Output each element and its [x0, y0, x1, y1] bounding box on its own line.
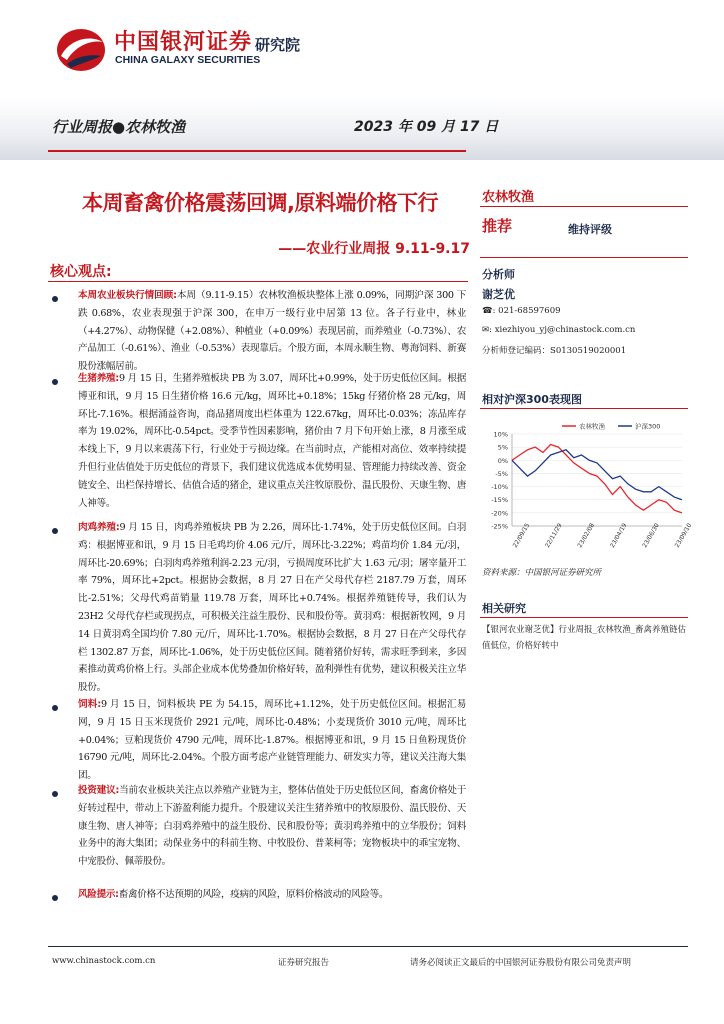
sidebar-sector: 农林牧渔 — [482, 190, 535, 205]
chart-heading: 相对沪深300表现图 — [482, 393, 582, 406]
brand-institute: 研究院 — [255, 36, 301, 54]
relative-performance-chart — [482, 418, 694, 558]
related-heading: 相关研究 — [482, 602, 526, 615]
chart-y-tick-label: 5% — [497, 443, 508, 452]
footer-disclaimer: 请务必阅读正文最后的中国银河证券股份有限公司免责声明 — [410, 958, 632, 968]
galaxy-swirl-logo-icon — [55, 26, 107, 74]
sidebar-divider — [480, 257, 688, 258]
sidebar-rating: 推荐 — [482, 217, 513, 235]
report-date: 2023 年 09 月 17 日 — [354, 119, 499, 135]
analyst-heading: 分析师 — [482, 268, 515, 281]
header-divider — [48, 150, 466, 152]
bullet-icon — [52, 528, 58, 534]
bullet-icon — [52, 895, 58, 901]
sidebar-divider — [480, 206, 688, 207]
paragraph-risk — [78, 886, 466, 904]
paragraph-lead: 风险提示: — [78, 889, 119, 900]
paragraph-chicken — [78, 519, 466, 697]
chart-series-line — [512, 450, 682, 500]
paragraph-text: 畜禽价格不达预期的风险，疫病的风险，原料价格波动的风险等。 — [118, 889, 389, 900]
analyst-email-row: ✉: xiezhiyou_yj@chinastock.com.cn — [482, 325, 636, 335]
paragraph-investment — [78, 782, 466, 871]
paragraph-pig — [78, 370, 466, 512]
phone-icon: ☎ — [482, 306, 493, 316]
chart-y-tick-label: -25% — [491, 522, 508, 531]
report-type: 行业周报●农林牧渔 — [52, 118, 186, 136]
chart-y-tick-label: -20% — [491, 509, 508, 518]
analyst-email: xiezhiyou_yj@chinastock.com.cn — [494, 325, 636, 335]
bullet-icon — [52, 296, 58, 302]
footer-divider — [48, 946, 688, 947]
chart-x-tick-label: 23/09/10 — [673, 522, 694, 549]
report-title: 本周畜禽价格震荡回调,原料端价格下行 — [82, 191, 438, 215]
chart-x-tick-label: 23/04/19 — [608, 522, 629, 549]
paragraph-lead: 投资建议: — [78, 785, 120, 796]
related-research-text[interactable]: 【银河农业谢芝优】行业周报_农林牧渔_畜禽养殖链估值低位，价格好转中 — [482, 625, 687, 651]
chart-legend-label: 农林牧渔 — [579, 422, 605, 431]
paragraph-lead: 本周农业板块行情回顾: — [78, 290, 177, 301]
footer-website[interactable]: www.chinastock.com.cn — [52, 956, 156, 966]
paragraph-text: 当前农业板块关注点以养殖产业链为主，整体估值处于历史低位区间，畜禽价格处于好转过程中，带动上下游盈利能力提升。个股建议关注生猪养殖中的牧原股份、温氏股份、天康生物、唐人神等；白羽鸡养殖中的益生股份、民和股份等；黄羽鸡养殖中的立华股份；饲料业务中的海大集团；动保业务中的科前生物、中牧股份、普莱柯等；宠物板块中的乖宝宠物、中宠股份、佩蒂股份。 — [78, 785, 466, 868]
chart-x-tick-label: 23/02/08 — [576, 522, 597, 549]
sidebar-divider — [480, 617, 688, 618]
analyst-license: 分析师登记编码：S0130519020001 — [482, 346, 627, 356]
bullet-icon — [52, 791, 58, 797]
chart-x-tick-label: 23/06/30 — [641, 522, 661, 549]
brand-name-en: CHINA GALAXY SECURITIES — [115, 54, 261, 66]
chart-source: 资料来源：中国银河证券研究所 — [482, 568, 602, 578]
brand-name-cn: 中国银河证券 — [114, 30, 253, 55]
bullet-icon — [52, 379, 58, 385]
analyst-name: 谢芝优 — [482, 288, 515, 301]
bullet-icon — [52, 705, 58, 711]
chart-legend-label: 沪深300 — [635, 422, 661, 431]
paragraph-text: 本周（9.11-9.15）农林牧渔板块整体上涨 0.09%，同期沪深 300 下跌 0.68%，农业表现强于沪深 300，在申万一级行业中居第 13 位。各子行业中，林业（+4.27%）、动物保健（+2.08%）、种植业（+0.09%）表现居前，而养殖业（-0.73%）、农产品加工（-0.61%）、渔业（-0.53%）表现靠后。个股方面，本周永顺生物、粤海饲料、新赛股份涨幅居前。 — [78, 290, 466, 373]
paragraph-lead: 肉鸡养殖: — [78, 522, 120, 533]
chart-y-tick-label: 0% — [497, 456, 508, 465]
report-subtitle: ——农业行业周报 9.11-9.17 — [278, 241, 470, 257]
paragraph-text: 9 月 15 日，生猪养殖板块 PB 为 3.07，周环比+0.99%，处于历史低位区间。根据博亚和讯，9 月 15 日生猪价格 16.6 元/kg，周环比+0.18%；15kg 仔猪价格 28 元/kg，周环比-7.16%。根据涌益咨询，商品猪周度出栏体重为 122.67kg，周环比-0.03%；冻品库存率为 19.02%，周环比-0.54pct。受季节性因素影响，猪价由 7 月下旬开始上涨，8 月涨至成本线上下，9 月以来震荡下行，行业处于亏损边缘。在当前时点，产能相对高位、效率持续提升但行业估值处于历史低位的背景下，我们建议优选成本优势明显、管理能力持续改善、资金链安全、出栏保持增长、估值合适的猪企，建议重点关注牧原股份、温氏股份、天康生物、唐人神等。 — [78, 373, 467, 509]
chart-x-tick-label: 22/09/15 — [511, 522, 532, 549]
paragraph-text: 9 月 15 日，肉鸡养殖板块 PB 为 2.26，周环比-1.74%，处于历史低位区间。白羽鸡：根据博亚和讯，9 月 15 日毛鸡均价 4.06 元/斤，周环比-3.22%；鸡苗均价 1.84 元/羽，周环比-20.69%；白羽肉鸡养殖利润-2.23 元/羽，亏损周度环比扩大 1.63 元/羽；屠宰量开工率 79%，周环比+2pct。根据协会数据，8 月 27 日在产父母代存栏 2187.79 万套，周环比-2.51%；父母代鸡苗销量 119.78 万套，周环比+0.74%。根据养殖链传导，我们认为 23H2 父母代存栏或现拐点，可积极关注益生股份、民和股份等。黄羽鸡：根据新牧网，9 月 14 日黄羽鸡全国均价 7.80 元/斤，周环比-1.70%。根据协会数据，8 月 27 日在产父母代存栏 1302.87 万套，周环比-1.06%，处于历史低位区间。随着猪价好转，需求旺季到来，多因素推动黄鸡价格上行。头部企业成本优势叠加价格好转，盈利弹性有优势，建议积极关注立华股份。 — [78, 522, 467, 694]
chart-y-tick-label: -10% — [491, 483, 508, 492]
paragraph-lead: 饲料: — [78, 699, 101, 710]
chart-x-tick-label: 22/11/29 — [544, 522, 564, 549]
analyst-phone: 021-68597609 — [498, 306, 561, 316]
analyst-phone-row: ☎: 021-68597609 — [482, 306, 561, 316]
chart-y-tick-label: 10% — [493, 430, 508, 439]
footer-doc-type: 证券研究报告 — [278, 958, 330, 968]
email-icon: ✉ — [482, 325, 490, 335]
chart-y-tick-label: -15% — [491, 496, 508, 505]
paragraph-text: 9 月 15 日，饲料板块 PE 为 54.15，周环比+1.12%，处于历史低位区间。根据汇易网，9 月 15 日玉米现货价 2921 元/吨，周环比-0.48%；小麦现货价 3010 元/吨，周环比+0.04%；豆粕现货价 4790 元/吨，周环比-1.87%。根据博亚和讯，9 月 15 日鱼粉现货价 16790 元/吨，周环比-2.04%。个股方面考虑产业链管理能力、研发实力等，建议关注海大集团。 — [78, 699, 466, 782]
sidebar-divider — [480, 408, 688, 409]
paragraph-feed — [78, 696, 466, 785]
core-divider — [48, 281, 468, 282]
chart-series-line — [512, 445, 682, 513]
paragraph-market-review — [78, 287, 466, 376]
sidebar-rating-note: 维持评级 — [568, 223, 612, 236]
core-heading: 核心观点: — [50, 264, 112, 280]
chart-y-tick-label: -5% — [495, 469, 508, 478]
paragraph-lead: 生猪养殖: — [78, 373, 119, 384]
